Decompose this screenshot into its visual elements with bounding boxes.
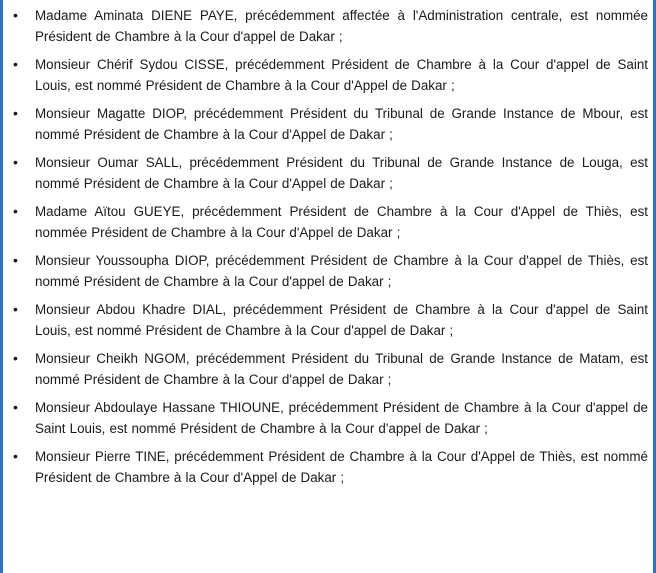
bullet-icon: • [13,252,18,268]
list-item [0,54,656,96]
list-item [0,299,656,341]
list-item [0,446,656,488]
bullet-icon: • [13,448,18,464]
list-item [0,397,656,439]
appointments-list [0,5,656,495]
bullet-icon: • [13,399,18,415]
entry-text: Madame Aïtou GUEYE, précédemment Président de Chambre à la Cour d'Appel de Thiès, est nommée Président de Chambre à la Cour d'Appel de Dakar ; [35,204,648,240]
bullet-icon: • [13,105,18,121]
list-item [0,250,656,292]
bullet-icon: • [13,154,18,170]
entry-text: Monsieur Abdou Khadre DIAL, précédemment Président de Chambre à la Cour d'appel de Saint Louis, est nommé Président de Chambre à la Cour d'appel de Dakar ; [35,302,648,338]
entry-text: Monsieur Oumar SALL, précédemment Président du Tribunal de Grande Instance de Louga, est nommé Président de Chambre à la Cour d'Appel de Dakar ; [35,155,648,191]
entry-text: Monsieur Pierre TINE, précédemment Président de Chambre à la Cour d'Appel de Thiès, est nommé Président de Chambre à la Cour d'Appel de Dakar ; [35,449,648,485]
entry-text: Monsieur Youssoupha DIOP, précédemment Président de Chambre à la Cour d'appel de Thiès, est nommé Président de Chambre à la Cour d'appel de Dakar ; [35,253,648,289]
list-item [0,5,656,47]
entry-text: Monsieur Magatte DIOP, précédemment Président du Tribunal de Grande Instance de Mbour, est nommé Président de Chambre à la Cour d'Appel de Dakar ; [35,106,648,142]
bullet-icon: • [13,203,18,219]
bullet-icon: • [13,350,18,366]
list-item [0,348,656,390]
list-item [0,152,656,194]
entry-text: Monsieur Abdoulaye Hassane THIOUNE, précédemment Président de Chambre à la Cour d'appel de Saint Louis, est nommé Président de Chambre à la Cour d'appel de Dakar ; [35,400,648,436]
entry-text: Monsieur Cheikh NGOM, précédemment Président du Tribunal de Grande Instance de Matam, est nommé Président de Chambre à la Cour d'appel de Dakar ; [35,351,648,387]
list-item [0,201,656,243]
bullet-icon: • [13,301,18,317]
bullet-icon: • [13,56,18,72]
list-item [0,103,656,145]
bullet-icon: • [13,7,18,23]
entry-text: Madame Aminata DIENE PAYE, précédemment affectée à l'Administration centrale, est nommée Président de Chambre à la Cour d'appel de Dakar ; [35,8,648,44]
entry-text: Monsieur Chérif Sydou CISSE, précédemment Président de Chambre à la Cour d'appel de Saint Louis, est nommé Président de Chambre à la Cour d'Appel de Dakar ; [35,57,648,93]
